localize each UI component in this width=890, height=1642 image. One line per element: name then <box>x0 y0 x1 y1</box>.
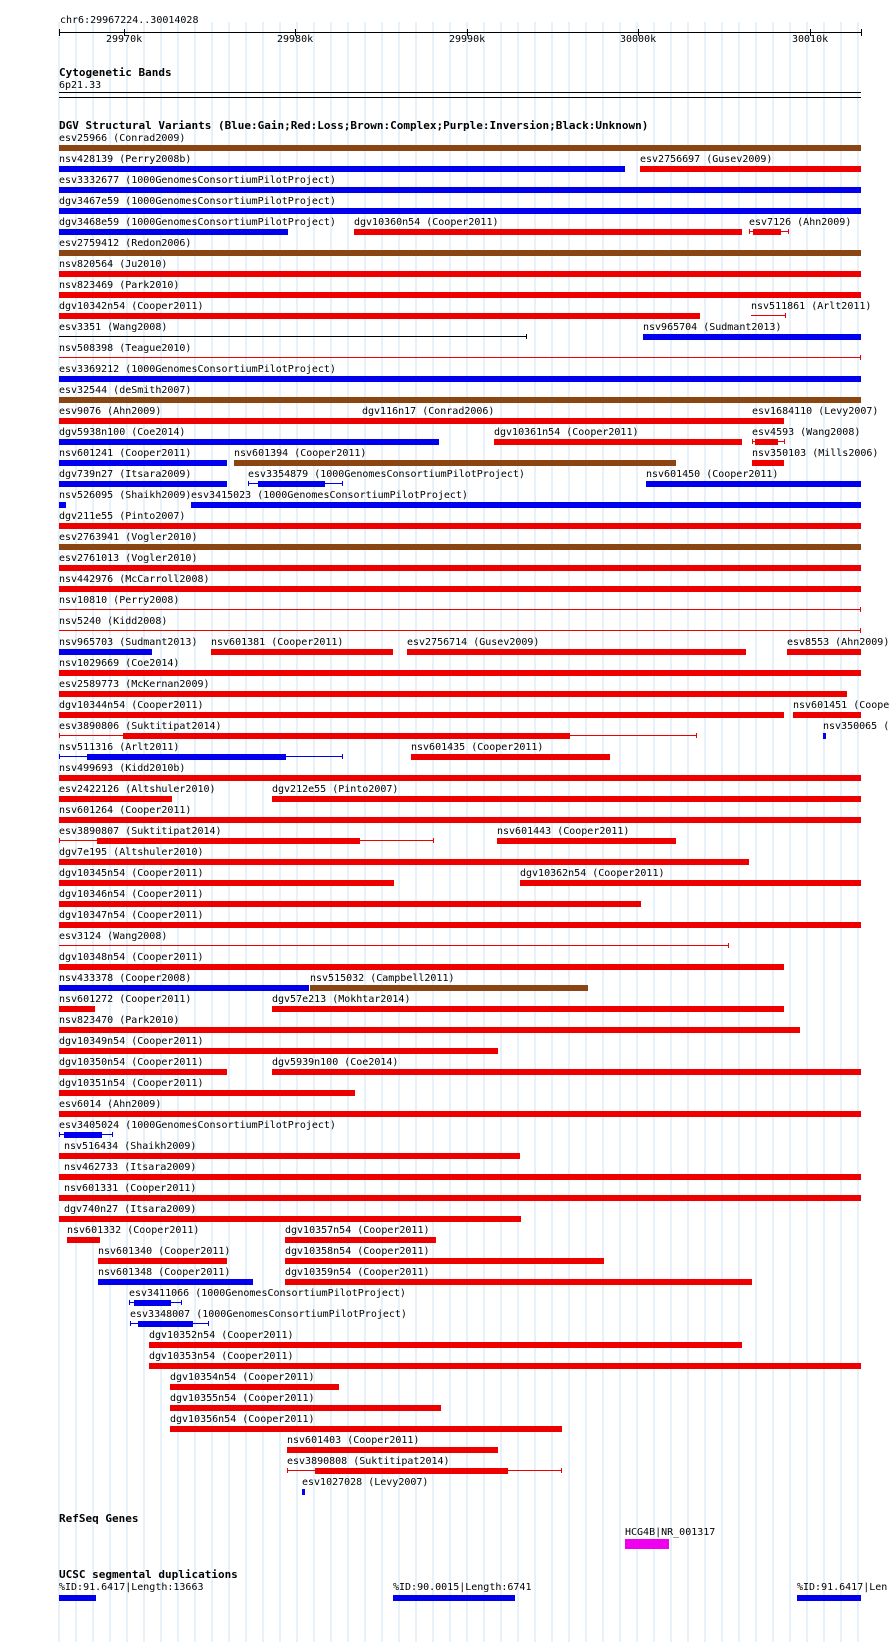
sv-label: esv32544 (deSmith2007) <box>59 385 192 396</box>
sv-label: dgv5939n100 (Coe2014) <box>272 1057 399 1068</box>
refseq-track-title: RefSeq Genes <box>59 1512 139 1525</box>
sv-label: dgv3467e59 (1000GenomesConsortiumPilotProject) <box>59 196 336 207</box>
sv-feature-end <box>248 481 249 486</box>
sv-feature-bar[interactable] <box>59 313 700 319</box>
sv-label: dgv211e55 (Pinto2007) <box>59 511 186 522</box>
sv-feature-bar[interactable] <box>411 754 610 760</box>
sv-label: esv3348007 (1000GenomesConsortiumPilotProject) <box>130 1309 407 1320</box>
sv-label: esv3332677 (1000GenomesConsortiumPilotProject) <box>59 175 336 186</box>
ruler-arrow-right <box>861 29 862 36</box>
sv-label: nsv499693 (Kidd2010b) <box>59 763 186 774</box>
sv-feature-end <box>287 1468 288 1473</box>
sv-label: dgv10345n54 (Cooper2011) <box>59 868 204 879</box>
sv-feature-bar[interactable] <box>59 859 749 865</box>
sv-label: nsv433378 (Cooper2008) <box>59 973 192 984</box>
sv-label: dgv57e213 (Mokhtar2014) <box>272 994 411 1005</box>
sv-feature-end <box>129 1300 130 1305</box>
sv-feature-end <box>860 628 861 633</box>
sv-feature-bar[interactable] <box>59 796 172 802</box>
sv-feature-bar[interactable] <box>752 418 784 424</box>
sv-feature-bar[interactable] <box>285 1258 604 1264</box>
sv-label: dgv10348n54 (Cooper2011) <box>59 952 204 963</box>
sv-label: dgv116n17 (Conrad2006) <box>362 406 495 417</box>
cytoband-line-top <box>59 92 861 93</box>
sv-label: esv7126 (Ahn2009) <box>749 217 852 228</box>
sv-label: nsv526095 (Shaikh2009) <box>59 490 192 501</box>
sv-feature-end <box>785 313 786 318</box>
sv-feature-end <box>130 1321 131 1326</box>
sv-label: esv25966 (Conrad2009) <box>59 133 186 144</box>
sv-feature-bar[interactable] <box>59 397 861 403</box>
sv-feature-bar[interactable] <box>310 985 588 991</box>
sv-label: nsv516434 (Shaikh2009) <box>64 1141 197 1152</box>
sv-feature-bar[interactable] <box>59 229 288 235</box>
sv-feature-end <box>696 733 697 738</box>
sv-feature-bar[interactable] <box>640 166 861 172</box>
sv-feature-end <box>749 229 750 234</box>
sv-feature-bar[interactable] <box>59 1027 800 1033</box>
cytoband-track-title: Cytogenetic Bands <box>59 66 172 79</box>
sv-label: dgv740n27 (Itsara2009) <box>64 1204 197 1215</box>
sv-label: nsv511316 (Arlt2011) <box>59 742 180 753</box>
sv-feature-bar[interactable] <box>59 439 439 445</box>
sv-feature-bar[interactable] <box>170 1384 339 1390</box>
sv-feature-bar[interactable] <box>59 880 394 886</box>
sv-feature-bar[interactable] <box>59 712 784 718</box>
sv-feature-bar[interactable] <box>59 1111 861 1117</box>
sv-label: dgv10357n54 (Cooper2011) <box>285 1225 430 1236</box>
sv-label: nsv442976 (McCarroll2008) <box>59 574 210 585</box>
sv-label: nsv601332 (Cooper2011) <box>67 1225 200 1236</box>
sv-feature-bar[interactable] <box>59 250 861 256</box>
sv-feature-end <box>788 229 789 234</box>
sv-label: dgv10352n54 (Cooper2011) <box>149 1330 294 1341</box>
dgv-track-title: DGV Structural Variants (Blue:Gain;Red:Loss;Brown:Complex;Purple:Inversion;Black:Unknown) <box>59 119 649 132</box>
sv-feature-bar[interactable] <box>272 1006 784 1012</box>
sv-feature-bar[interactable] <box>59 1174 861 1180</box>
sv-feature-bar[interactable] <box>234 460 676 466</box>
sv-label: dgv10344n54 (Cooper2011) <box>59 700 204 711</box>
sv-label: dgv10351n54 (Cooper2011) <box>59 1078 204 1089</box>
cytoband-line-bottom <box>59 97 861 98</box>
sv-label: dgv10362n54 (Cooper2011) <box>520 868 665 879</box>
sv-label: esv2756714 (Gusev2009) <box>407 637 540 648</box>
segdup-feature[interactable] <box>59 1595 96 1601</box>
sv-feature-end <box>59 1132 60 1137</box>
sv-feature-line[interactable] <box>59 357 861 358</box>
sv-label: dgv10360n54 (Cooper2011) <box>354 217 499 228</box>
sv-feature-bar[interactable] <box>497 838 676 844</box>
sv-feature-bar[interactable] <box>98 1258 227 1264</box>
sv-feature-end <box>860 355 861 360</box>
sv-label: dgv10350n54 (Cooper2011) <box>59 1057 204 1068</box>
sv-label: dgv10354n54 (Cooper2011) <box>170 1372 315 1383</box>
sv-feature-bar[interactable] <box>59 1153 520 1159</box>
sv-label: nsv601348 (Cooper2011) <box>98 1267 231 1278</box>
sv-feature-bar[interactable] <box>59 1048 498 1054</box>
sv-label: esv3890807 (Suktitipat2014) <box>59 826 222 837</box>
sv-label: dgv10359n54 (Cooper2011) <box>285 1267 430 1278</box>
sv-feature-bar[interactable] <box>59 145 861 151</box>
sv-feature-bar[interactable] <box>59 376 861 382</box>
sv-feature-bar[interactable] <box>285 1279 752 1285</box>
sv-feature-bar[interactable] <box>170 1426 562 1432</box>
sv-feature-bar[interactable] <box>59 1195 861 1201</box>
sv-feature-bar[interactable] <box>59 817 861 823</box>
sv-label: nsv601451 (Coope <box>793 700 890 711</box>
sv-label: esv3351 (Wang2008) <box>59 322 168 333</box>
sv-feature-bar[interactable] <box>59 901 641 907</box>
sv-feature-line[interactable] <box>751 315 786 316</box>
cytoband-label: 6p21.33 <box>59 80 102 91</box>
sv-label: dgv10358n54 (Cooper2011) <box>285 1246 430 1257</box>
sv-feature-bar[interactable] <box>59 1090 355 1096</box>
sv-feature-bar[interactable] <box>149 1342 742 1348</box>
sv-feature-bar[interactable] <box>59 208 861 214</box>
sv-feature-core <box>134 1300 171 1306</box>
sv-label: dgv10342n54 (Cooper2011) <box>59 301 204 312</box>
sv-feature-bar[interactable] <box>59 1216 521 1222</box>
sv-label: esv3415023 (1000GenomesConsortiumPilotProject) <box>191 490 468 501</box>
sv-feature-bar[interactable] <box>59 460 227 466</box>
sv-feature-end <box>112 1132 113 1137</box>
sv-feature-bar[interactable] <box>787 649 861 655</box>
sv-label: esv2422126 (Altshuler2010) <box>59 784 216 795</box>
sv-label: esv3411066 (1000GenomesConsortiumPilotProject) <box>129 1288 406 1299</box>
sv-label: esv9076 (Ahn2009) <box>59 406 162 417</box>
sv-label: nsv511861 (Arlt2011) <box>751 301 872 312</box>
sv-feature-bar[interactable] <box>59 670 861 676</box>
sv-feature-bar[interactable] <box>98 1279 253 1285</box>
sv-feature-core <box>755 439 778 445</box>
sv-feature-bar[interactable] <box>59 523 861 529</box>
sv-feature-end <box>784 439 785 444</box>
sv-label: esv2756697 (Gusev2009) <box>640 154 773 165</box>
sv-label: esv3354879 (1000GenomesConsortiumPilotProject) <box>248 469 525 480</box>
sv-feature-bar[interactable] <box>823 733 826 739</box>
sv-label: nsv820564 (Ju2010) <box>59 259 168 270</box>
sv-label: nsv601264 (Cooper2011) <box>59 805 192 816</box>
sv-label: nsv508398 (Teague2010) <box>59 343 192 354</box>
sv-label: esv1027028 (Levy2007) <box>302 1477 429 1488</box>
sv-label: nsv601340 (Cooper2011) <box>98 1246 231 1257</box>
sv-feature-bar[interactable] <box>793 712 861 718</box>
sv-label: dgv10353n54 (Cooper2011) <box>149 1351 294 1362</box>
sv-feature-core <box>753 229 781 235</box>
sv-label: dgv10349n54 (Cooper2011) <box>59 1036 204 1047</box>
sv-label: esv3890808 (Suktitipat2014) <box>287 1456 450 1467</box>
sv-label: dgv5938n100 (Coe2014) <box>59 427 186 438</box>
ruler-tick-label: 30000k <box>620 34 657 45</box>
sv-feature-line[interactable] <box>59 609 861 610</box>
sv-feature-bar[interactable] <box>59 187 861 193</box>
sv-label: dgv10346n54 (Cooper2011) <box>59 889 204 900</box>
sv-label: esv3369212 (1000GenomesConsortiumPilotProject) <box>59 364 336 375</box>
sv-label: nsv601450 (Cooper2011) <box>646 469 779 480</box>
sv-feature-bar[interactable] <box>494 439 742 445</box>
sv-feature-end <box>208 1321 209 1326</box>
sv-feature-end <box>342 754 343 759</box>
refseq-gene-label: HCG4B|NR_001317 <box>625 1527 716 1538</box>
sv-label: nsv10810 (Perry2008) <box>59 595 180 606</box>
sv-label: esv2761013 (Vogler2010) <box>59 553 198 564</box>
refseq-gene-feature[interactable] <box>625 1539 669 1549</box>
sv-label: esv1684110 (Levy2007) <box>752 406 879 417</box>
sv-feature-end <box>860 607 861 612</box>
sv-feature-end <box>752 439 753 444</box>
sv-feature-bar[interactable] <box>407 649 746 655</box>
sv-feature-bar[interactable] <box>59 775 861 781</box>
sv-feature-line[interactable] <box>59 336 527 337</box>
ruler-tick-label: 29980k <box>277 34 314 45</box>
sv-label: nsv5240 (Kidd2008) <box>59 616 168 627</box>
sv-feature-bar[interactable] <box>59 502 66 508</box>
sv-label: nsv601394 (Cooper2011) <box>234 448 367 459</box>
sv-label: nsv350103 (Mills2006) <box>752 448 879 459</box>
sv-feature-end <box>342 481 343 486</box>
sv-label: nsv601435 (Cooper2011) <box>411 742 544 753</box>
sv-feature-bar[interactable] <box>354 229 742 235</box>
sv-label: nsv601331 (Cooper2011) <box>64 1183 197 1194</box>
sv-feature-end <box>59 754 60 759</box>
sv-feature-bar[interactable] <box>59 565 861 571</box>
sv-feature-bar[interactable] <box>272 796 861 802</box>
sv-feature-end <box>433 838 434 843</box>
sv-feature-core <box>123 733 570 739</box>
sv-feature-end <box>59 733 60 738</box>
sv-feature-bar[interactable] <box>59 964 784 970</box>
sv-feature-bar[interactable] <box>59 292 861 298</box>
sv-label: nsv428139 (Perry2008b) <box>59 154 192 165</box>
sv-feature-bar[interactable] <box>752 460 784 466</box>
sv-label: esv2759412 (Redon2006) <box>59 238 192 249</box>
ruler-tick-label: 29990k <box>449 34 486 45</box>
sv-feature-bar[interactable] <box>285 1237 436 1243</box>
sv-feature-bar[interactable] <box>59 544 861 550</box>
ruler-tick-label: 29970k <box>106 34 143 45</box>
sv-feature-core <box>97 838 360 844</box>
sv-feature-end <box>526 334 527 339</box>
sv-label: esv2763941 (Vogler2010) <box>59 532 198 543</box>
sv-label: nsv823469 (Park2010) <box>59 280 180 291</box>
sv-feature-core <box>258 481 325 487</box>
sv-feature-core <box>87 754 286 760</box>
sv-feature-line[interactable] <box>59 630 861 631</box>
sv-label: dgv10356n54 (Cooper2011) <box>170 1414 315 1425</box>
ruler-tick-label: 30010k <box>792 34 829 45</box>
sv-feature-end <box>728 943 729 948</box>
sv-label: nsv350065 ( <box>823 721 890 732</box>
sv-label: esv3405024 (1000GenomesConsortiumPilotProject) <box>59 1120 336 1131</box>
sv-label: nsv965703 (Sudmant2013) <box>59 637 198 648</box>
sv-label: esv3890806 (Suktitipat2014) <box>59 721 222 732</box>
sv-label: nsv965704 (Sudmant2013) <box>643 322 782 333</box>
sv-label: nsv601381 (Cooper2011) <box>211 637 344 648</box>
sv-label: nsv601443 (Cooper2011) <box>497 826 630 837</box>
sv-feature-core <box>138 1321 193 1327</box>
sv-feature-bar[interactable] <box>211 649 393 655</box>
segdup-label: %ID:91.6417|Len <box>797 1582 888 1593</box>
sv-feature-bar[interactable] <box>272 1069 861 1075</box>
sv-feature-core <box>315 1468 508 1474</box>
ruler-arrow-left <box>59 29 60 36</box>
sv-feature-bar[interactable] <box>59 922 861 928</box>
sv-label: dgv3468e59 (1000GenomesConsortiumPilotProject) <box>59 217 336 228</box>
sv-feature-end <box>59 838 60 843</box>
sv-label: dgv739n27 (Itsara2009) <box>59 469 192 480</box>
sv-feature-bar[interactable] <box>59 1006 95 1012</box>
sv-feature-bar[interactable] <box>643 334 861 340</box>
sv-feature-bar[interactable] <box>302 1489 305 1495</box>
sv-label: nsv515032 (Campbell2011) <box>310 973 455 984</box>
sv-feature-bar[interactable] <box>287 1447 498 1453</box>
sv-label: nsv823470 (Park2010) <box>59 1015 180 1026</box>
sv-label: dgv10361n54 (Cooper2011) <box>494 427 639 438</box>
sv-label: nsv1029669 (Coe2014) <box>59 658 180 669</box>
sv-feature-bar[interactable] <box>59 166 625 172</box>
sv-feature-bar[interactable] <box>59 649 152 655</box>
sv-label: dgv212e55 (Pinto2007) <box>272 784 399 795</box>
segdup-label: %ID:90.0015|Length:6741 <box>393 1582 532 1593</box>
sv-label: esv6014 (Ahn2009) <box>59 1099 162 1110</box>
sv-feature-bar[interactable] <box>59 586 861 592</box>
sv-feature-bar[interactable] <box>149 1363 861 1369</box>
sv-feature-bar[interactable] <box>59 985 309 991</box>
sv-label: nsv601241 (Cooper2011) <box>59 448 192 459</box>
ruler-position: chr6:29967224..30014028 <box>60 15 199 26</box>
sv-feature-bar[interactable] <box>59 271 861 277</box>
sv-label: dgv7e195 (Altshuler2010) <box>59 847 204 858</box>
ruler-axis <box>59 32 861 33</box>
sv-feature-bar[interactable] <box>362 418 752 424</box>
sv-label: nsv601403 (Cooper2011) <box>287 1435 420 1446</box>
sv-label: esv3124 (Wang2008) <box>59 931 168 942</box>
sv-feature-bar[interactable] <box>59 481 227 487</box>
segdup-feature[interactable] <box>393 1595 515 1601</box>
sv-feature-bar[interactable] <box>170 1405 441 1411</box>
sv-feature-bar[interactable] <box>646 481 861 487</box>
sv-feature-bar[interactable] <box>191 502 861 508</box>
sv-label: esv8553 (Ahn2009) <box>787 637 890 648</box>
segdup-track-title: UCSC segmental duplications <box>59 1568 238 1581</box>
sv-label: esv4593 (Wang2008) <box>752 427 861 438</box>
sv-feature-end <box>181 1300 182 1305</box>
sv-feature-bar[interactable] <box>67 1237 100 1243</box>
sv-feature-bar[interactable] <box>59 691 847 697</box>
sv-feature-bar[interactable] <box>59 1069 227 1075</box>
segdup-label: %ID:91.6417|Length:13663 <box>59 1582 204 1593</box>
segdup-feature[interactable] <box>797 1595 861 1601</box>
sv-feature-end <box>561 1468 562 1473</box>
sv-label: dgv10355n54 (Cooper2011) <box>170 1393 315 1404</box>
sv-feature-line[interactable] <box>59 945 729 946</box>
sv-feature-bar[interactable] <box>520 880 861 886</box>
sv-label: esv2589773 (McKernan2009) <box>59 679 210 690</box>
sv-label: nsv601272 (Cooper2011) <box>59 994 192 1005</box>
sv-label: dgv10347n54 (Cooper2011) <box>59 910 204 921</box>
sv-label: nsv462733 (Itsara2009) <box>64 1162 197 1173</box>
sv-feature-bar[interactable] <box>59 418 362 424</box>
sv-feature-core <box>64 1132 102 1138</box>
